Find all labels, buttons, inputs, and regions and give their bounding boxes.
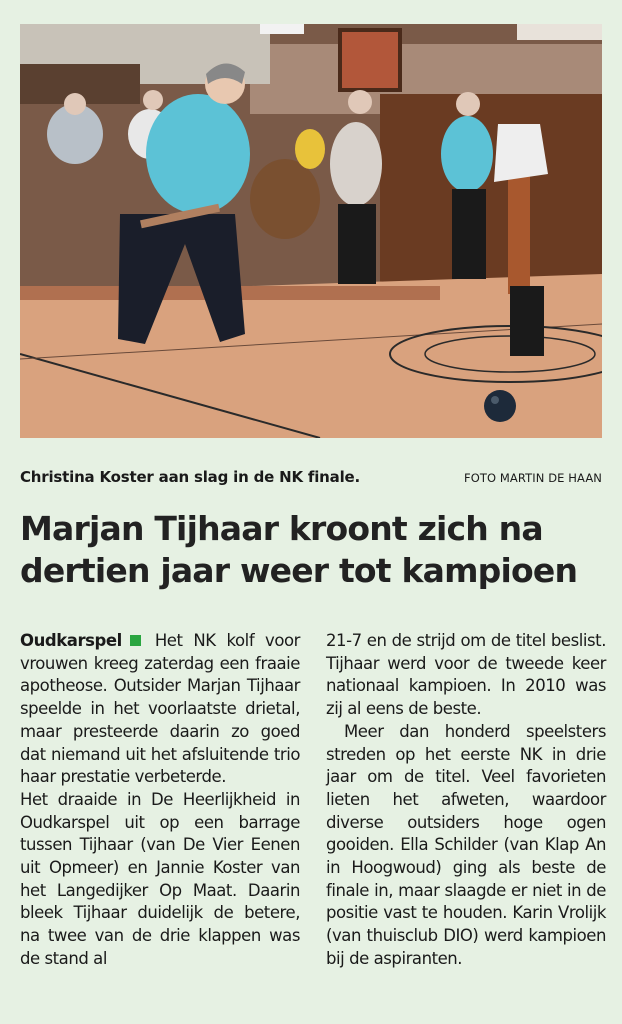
paragraph-text: Het NK kolf voor vrouwen kreeg zaterdag een fraaie apotheose. Outsider Marjan Tijhaar speelde in het voorlaatste drietal, maar presteerde daarin zo goed dat niemand uit het afsluitende trio haar prestatie verbeterde.: [20, 631, 300, 787]
photo-caption: [20, 468, 602, 490]
paragraph: 21-7 en de strijd om de titel beslist. Tijhaar werd voor de tweede keer nationaal kampioen. In 2010 was zij al eens de beste.: [326, 631, 606, 719]
article-body: [20, 630, 606, 1020]
caption-text: Christina Koster aan slag in de NK finale.: [20, 468, 360, 486]
dateline: Oudkarspel: [20, 631, 122, 650]
paragraph: Meer dan honderd speelsters streden op het eerste NK in drie jaar om de titel. Veel favorieten lieten het afweten, waardoor diverse outsiders hoge ogen gooiden. Ella Schilder (van Klap An in Hoogwoud) ging als beste de finale in, maar slaagde er niet in de positie vast te houden. Karin Vrolijk (van thuisclub DIO) werd kampioen bij de aspiranten.: [326, 721, 606, 968]
photo-credit: FOTO MARTIN DE HAAN: [464, 471, 602, 485]
article-photo: [20, 24, 602, 438]
paragraph: Het draaide in De Heerlijkheid in Oudkarspel uit op een barrage tussen Tijhaar (van De Vier Eenen uit Opmeer) en Jannie Koster van het Langedijker Op Maat. Daarin bleek Tijhaar duidelijk de betere, na twee van de drie klappen was de stand al: [20, 789, 300, 968]
column-left: [20, 630, 300, 971]
column-right: [326, 630, 606, 971]
paragraph: [20, 630, 300, 789]
dateline-square-icon: [130, 635, 141, 646]
headline: Marjan Tijhaar kroont zich na dertien jaar weer tot kampioen: [20, 509, 578, 590]
